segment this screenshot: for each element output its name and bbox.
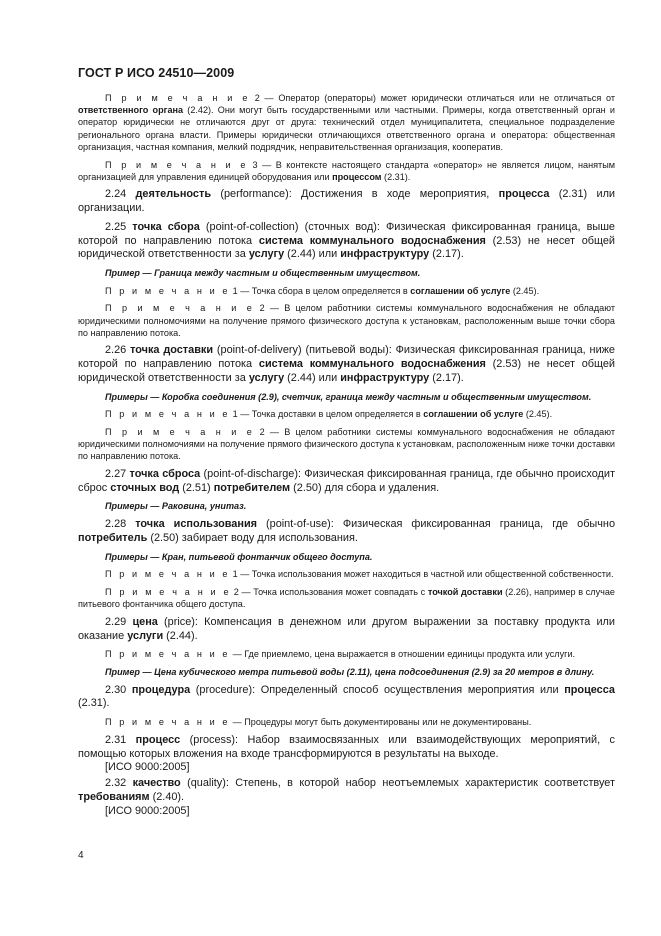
text-run: 1 — Точка доставки в целом определяется в <box>230 409 424 420</box>
bold-term: точкой доставки <box>427 587 503 597</box>
note-label: П р и м е ч а н и е <box>105 303 255 314</box>
text-run: Примеры — Кран, питьевой фонтанчик общего доступа. <box>105 551 373 562</box>
text-run: (2.44). <box>163 629 198 642</box>
text-run: (2.50) для сбора и удаления. <box>290 481 440 494</box>
document-body <box>78 92 615 818</box>
text-run: 2.26 <box>105 344 131 357</box>
example-paragraph <box>78 551 615 563</box>
note-paragraph <box>78 302 615 339</box>
text-run: (procedure): Определенный способ осуществления мероприятия или <box>190 683 565 696</box>
text-run: (2.17). <box>429 371 464 384</box>
text-run: (2.31). <box>78 697 110 710</box>
text-run: [ИСО 9000:2005] <box>105 804 190 817</box>
reference-citation <box>78 761 615 774</box>
reference-citation <box>78 805 615 818</box>
note-label: П р и м е ч а н и е <box>105 93 250 103</box>
text-run: (2.51) <box>179 481 214 494</box>
bold-term: потребитель <box>78 531 148 544</box>
text-run: 2 — Оператор (операторы) может юридически отличаться или не отличаться от <box>249 93 615 103</box>
text-run: 1 — Точка использования может находиться в частной или общественной собственности. <box>230 569 614 580</box>
text-run: (2.40). <box>149 790 185 803</box>
bold-term: сточных вод <box>110 481 180 494</box>
text-run: (2.53) не несет общей юридической ответственности за <box>78 234 616 261</box>
bold-term: требованиям <box>78 790 150 803</box>
note-label: П р и м е ч а н и е <box>105 285 231 296</box>
text-run: Примеры — Раковина, унитаз. <box>105 501 247 512</box>
note-label: П р и м е ч а н и е <box>105 649 231 660</box>
term-definition <box>78 734 615 761</box>
text-run: (2.42). Они могут быть государственными или частными. Примеры, когда ответственный орган и оператор юридически не отличаются друг от друга: технический отдел муниципалитета, специальное подразделение регионального органа власти. Примеры юридически отличающихся ответственного органа и оператора: общественная организация, частная компания, мелкий подрядчик, неправительственная организация, кооператив. <box>78 105 615 152</box>
bold-term: точка доставки <box>130 344 214 357</box>
text-run: Примеры — Коробка соединения (2.9), счетчик, граница между частным и общественным имуществом. <box>105 391 592 402</box>
bold-term: услугу <box>248 371 285 384</box>
bold-term: услугу <box>248 248 285 261</box>
bold-term: система коммунального водоснабжения <box>258 234 486 247</box>
bold-term: процесса <box>498 188 550 201</box>
term-definition <box>78 188 615 215</box>
text-run: 1 — Точка сбора в целом определяется в <box>230 285 411 296</box>
note-paragraph <box>78 426 615 463</box>
bold-term: услуги <box>127 629 164 642</box>
bold-term: цена <box>132 615 158 628</box>
bold-term: инфраструктуру <box>340 371 430 384</box>
bold-term: процесс <box>135 733 181 746</box>
bold-term: ответственного органа <box>78 105 184 116</box>
term-definition <box>78 684 615 711</box>
note-paragraph <box>78 648 615 660</box>
note-label: П р и м е ч а н и е <box>105 569 231 580</box>
text-run: (quality): Степень, в которой набор неотъемлемых характеристик соответствует <box>180 777 615 790</box>
text-run: (2.31). <box>381 171 411 182</box>
bold-term: деятельность <box>135 188 212 201</box>
example-paragraph <box>78 500 615 512</box>
note-paragraph <box>78 159 615 183</box>
example-paragraph <box>78 666 615 678</box>
text-run: (2.45). <box>523 409 553 420</box>
bold-term: процесса <box>564 683 615 696</box>
term-definition <box>78 616 615 643</box>
note-paragraph <box>78 586 615 610</box>
text-run: (price): Компенсация в денежном или другом выражении за поставку продукта или оказание <box>78 615 615 642</box>
term-definition <box>78 468 615 495</box>
term-definition <box>78 518 615 545</box>
bold-term: точка сброса <box>129 468 201 481</box>
bold-term: качество <box>132 777 181 790</box>
text-run: Пример — Граница между частным и общественным имуществом. <box>105 267 421 278</box>
note-paragraph <box>78 716 615 728</box>
note-label: П р и м е ч а н и е <box>105 426 255 437</box>
note-paragraph <box>78 285 615 297</box>
note-paragraph <box>78 408 615 420</box>
text-run: 2.28 <box>105 518 136 531</box>
text-run: 2.31 <box>105 733 136 746</box>
term-definition <box>78 777 615 804</box>
text-run: (2.31) или организации. <box>78 188 616 215</box>
note-label: П р и м е ч а н и е <box>105 409 231 420</box>
bold-term: система коммунального водоснабжения <box>258 358 486 371</box>
bold-term: потребителем <box>213 481 291 494</box>
page-header: ГОСТ Р ИСО 24510—2009 <box>78 66 235 80</box>
text-run: (2.44) или <box>284 248 341 261</box>
bold-term: процедура <box>131 683 191 696</box>
text-run: 2.27 <box>105 468 130 481</box>
bold-term: точка использования <box>135 518 257 531</box>
bold-term: инфраструктуру <box>340 248 430 261</box>
text-run: — Где приемлемо, цена выражается в отношении единицы продукта или услуги. <box>230 649 576 660</box>
bold-term: процессом <box>332 171 382 182</box>
bold-term: точка сбора <box>132 220 200 233</box>
term-definition <box>78 221 615 262</box>
note-label: П р и м е ч а н и е <box>105 159 249 170</box>
note-paragraph <box>78 568 615 580</box>
text-run: 2.30 <box>105 683 132 696</box>
text-run: 2.32 <box>105 777 133 790</box>
text-run: (2.44) или <box>284 371 341 384</box>
note-label: П р и м е ч а н и е <box>105 717 231 728</box>
text-run: 2 — Точка использования может совпадать с <box>231 587 428 597</box>
text-run: (2.53) не несет общей юридической ответственности за <box>78 358 616 384</box>
text-run: (point-of-collection) (сточных вод): Физическая фиксированная граница, выше которой по направлению потока <box>78 220 615 247</box>
text-run: (point-of-use): Физическая фиксированная граница, где обычно <box>257 518 616 531</box>
text-run: 2.29 <box>105 615 133 628</box>
text-run: (process): Набор взаимосвязанных или взаимодействующих мероприятий, с помощью которых вложения на входе трансформируются в результаты на выходе. <box>78 733 615 760</box>
text-run: Пример — Цена кубического метра питьевой воды (2.11), цена подсоединения (2.9) за 20 метров в длину. <box>105 667 595 678</box>
example-paragraph <box>78 391 615 403</box>
text-run: 2.25 <box>105 220 133 233</box>
text-run: (point-of-delivery) (питьевой воды): Физическая фиксированная граница, ниже которой по направлению потока <box>78 344 615 371</box>
example-paragraph <box>78 267 615 279</box>
text-run: — Процедуры могут быть документированы или не документированы. <box>230 717 532 728</box>
text-run: 3 — В контексте настоящего стандарта «оператор» не является лицом, нанятым организацией для управления единицей оборудования или <box>78 159 615 182</box>
page-number: 4 <box>78 850 84 861</box>
text-run: 2.24 <box>105 188 136 201</box>
bold-term: соглашении об услуге <box>410 285 511 296</box>
text-run: (2.45). <box>510 285 540 296</box>
text-run: 2 — В целом работники системы коммунального водоснабжения не обладают юридическими полномочиями на получение прямого физического доступа к установкам, расположенным ниже точки доставки по направлению потока. <box>78 426 615 462</box>
text-run: (2.50) забирает воду для использования. <box>147 531 358 544</box>
text-run: (performance): Достижения в ходе мероприятия, <box>211 188 499 201</box>
text-run: (point-of-discharge): Физическая фиксированная граница, где обычно происходит сброс <box>78 468 615 494</box>
text-run: [ИСО 9000:2005] <box>105 761 190 774</box>
note-paragraph <box>78 92 615 153</box>
text-run: (2.26), например в случае питьевого фонтанчика общего доступа. <box>78 587 615 610</box>
bold-term: соглашении об услуге <box>423 409 524 420</box>
text-run: 2 — В целом работники системы коммунального водоснабжения не обладают юридическими полномочиями на получение прямого физического доступа к установкам, расположенным выше точки сбора по направлению потока. <box>78 303 615 338</box>
text-run: (2.17). <box>429 248 464 261</box>
term-definition <box>78 344 615 385</box>
note-label: П р и м е ч а н и е <box>105 587 232 597</box>
